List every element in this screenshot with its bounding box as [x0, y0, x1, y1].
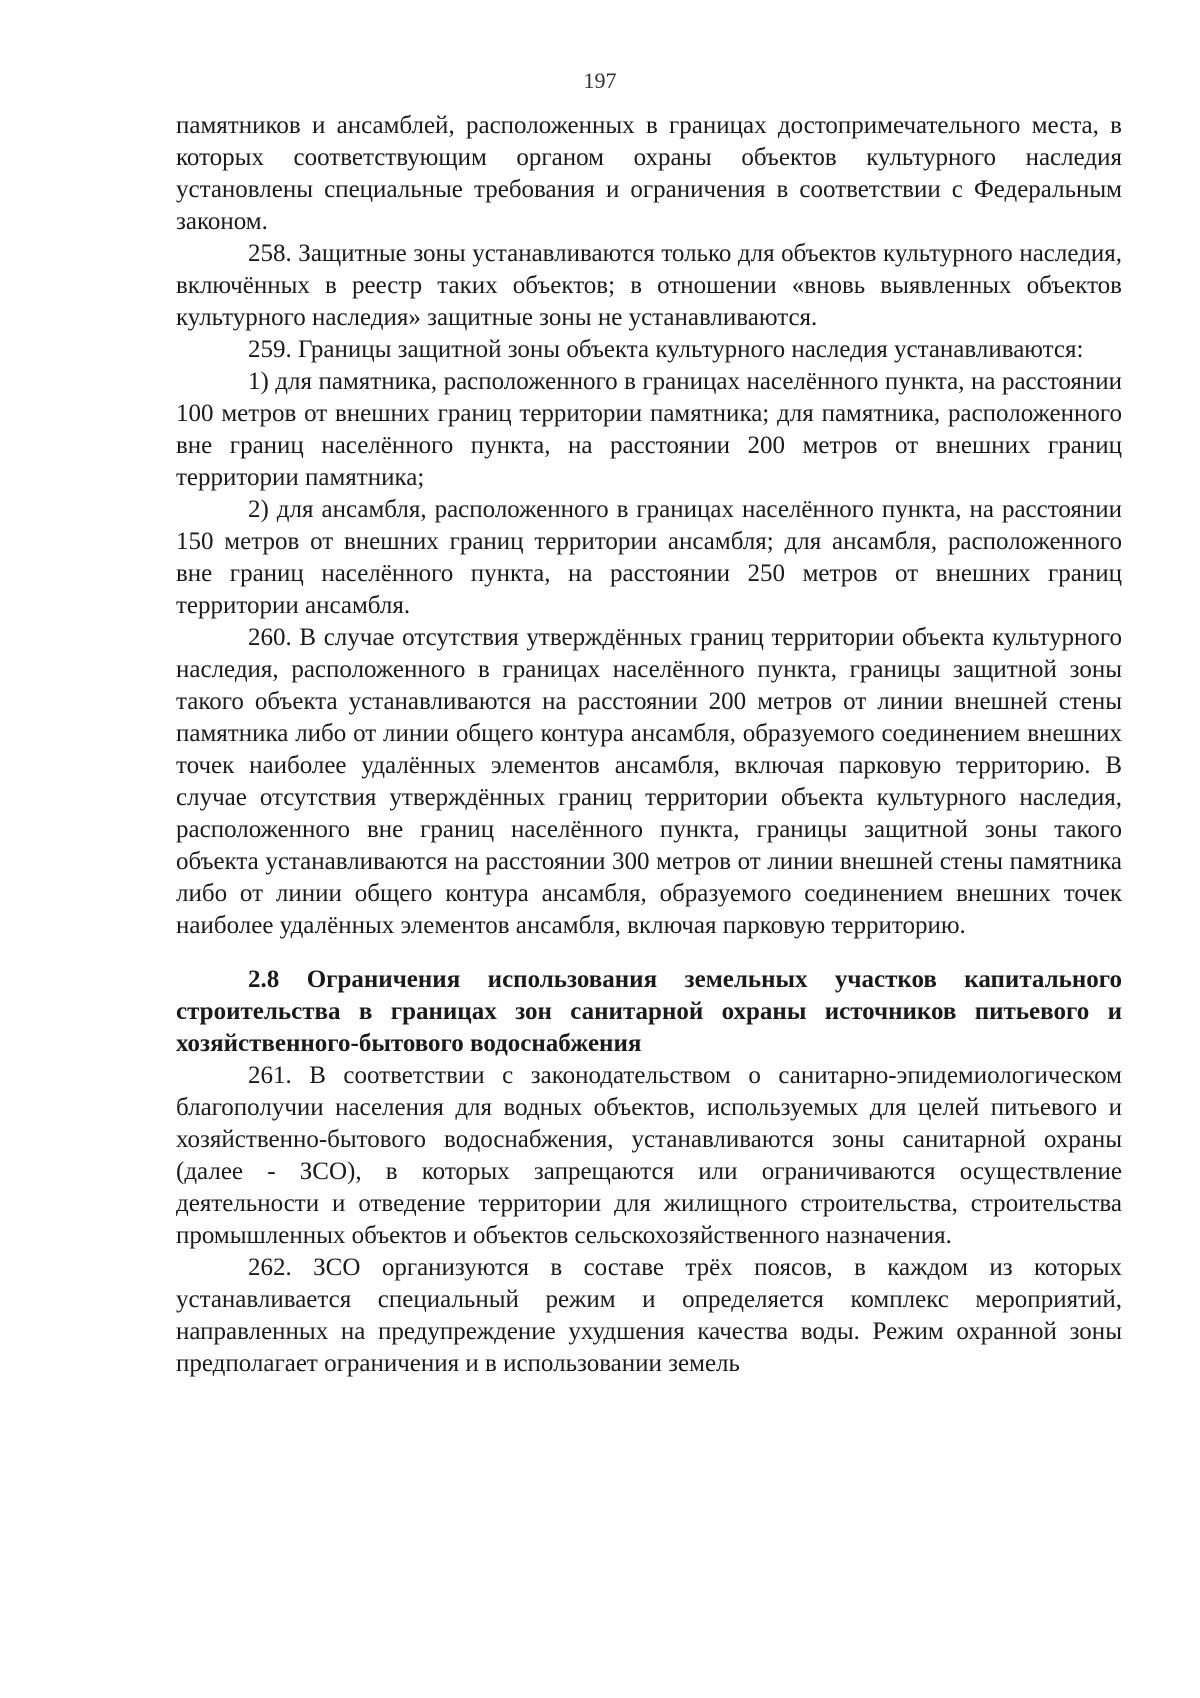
paragraph-259: 259. Границы защитной зоны объекта культурного наследия устанавливаются: — [248, 336, 1084, 363]
paragraph-continuation: памятников и ансамблей, расположенных в границах достопримечательного места, в которых соответствующим органом охраны объектов культурного наследия установлены специальные требования и ограничения в соответствии с Федеральным законом. — [176, 112, 1122, 235]
document-body — [176, 110, 1122, 1380]
paragraph-259-item-1: 1) для памятника, расположенного в границах населённого пункта, на расстоянии 100 метров от внешних границ территории памятника; для памятника, расположенного вне границ населённого пункта, на расстоянии 200 метров от внешних границ территории памятника; — [176, 368, 1122, 491]
paragraph-262: 262. ЗСО организуются в составе трёх поясов, в каждом из которых устанавливается специальный режим и определяется комплекс мероприятий, направленных на предупреждение ухудшения качества воды. Режим охранной зоны предполагает ограничения и в использовании земель — [176, 1254, 1122, 1377]
paragraph-259-item-2: 2) для ансамбля, расположенного в границах населённого пункта, на расстоянии 150 метров от внешних границ территории ансамбля; для ансамбля, расположенного вне границ населённого пункта, на расстоянии 250 метров от внешних границ территории ансамбля. — [176, 496, 1122, 619]
paragraph-258: 258. Защитные зоны устанавливаются только для объектов культурного наследия, включённых в реестр таких объектов; в отношении «вновь выявленных объектов культурного наследия» защитные зоны не устанавливаются. — [176, 240, 1122, 331]
paragraph-261: 261. В соответствии с законодательством о санитарно-эпидемиологическом благополучии населения для водных объектов, используемых для целей питьевого и хозяйственно-бытового водоснабжения, устанавливаются зоны санитарной охраны (далее - ЗСО), в которых запрещаются или ограничиваются осуществление деятельности и отведение территории для жилищного строительства, строительства промышленных объектов и объектов сельскохозяйственного назначения. — [176, 1062, 1122, 1249]
page-number: 197 — [583, 68, 617, 93]
paragraph-260: 260. В случае отсутствия утверждённых границ территории объекта культурного наследия, расположенного в границах населённого пункта, границы защитной зоны такого объекта устанавливаются на расстоянии 200 метров от линии внешней стены памятника либо от линии общего контура ансамбля, образуемого соединением внешних точек наиболее удалённых элементов ансамбля, включая парковую территорию. В случае отсутствия утверждённых границ территории объекта культурного наследия, расположенного вне границ населённого пункта, границы защитной зоны такого объекта устанавливаются на расстоянии 300 метров от линии внешней стены памятника либо от линии общего контура ансамбля, образуемого соединением внешних точек наиболее удалённых элементов ансамбля, включая парковую территорию. — [176, 624, 1122, 939]
section-heading-2-8: 2.8 Ограничения использования земельных участков капитального строительства в границах зон санитарной охраны источников питьевого и хозяйственного-бытового водоснабжения — [176, 966, 1122, 1057]
